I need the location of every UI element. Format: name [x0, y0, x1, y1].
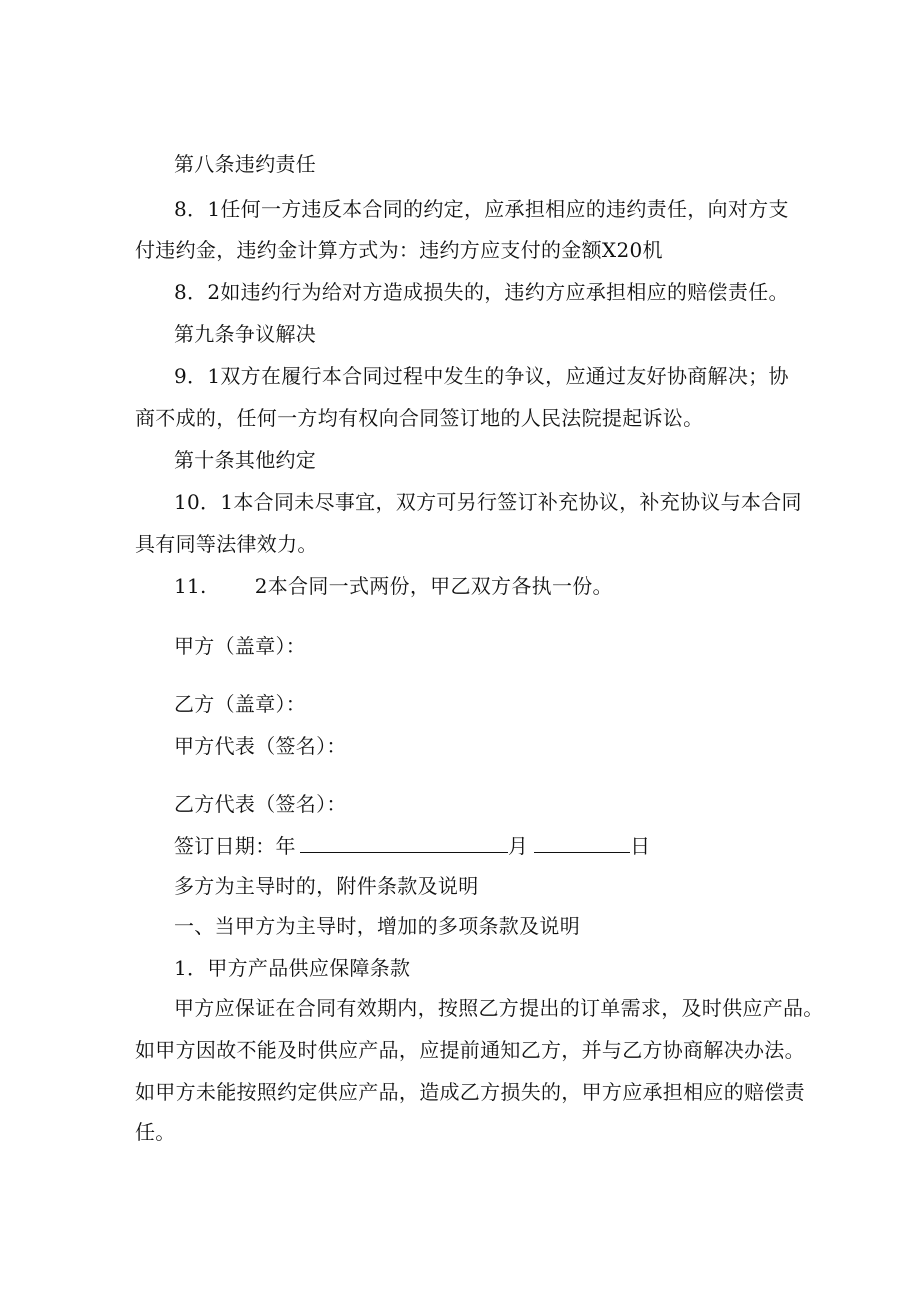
- clause-11-2-number: 11.: [174, 574, 207, 598]
- appendix-section-1-heading: 一、当甲方为主导时，增加的多项条款及说明: [174, 914, 580, 938]
- appendix-item-1-line-4: 任。: [135, 1120, 176, 1144]
- clause-9-1-line-1: 9．1双方在履行本合同过程中发生的争议，应通过友好协商解决；协: [174, 364, 789, 388]
- article-8-heading: 第八条违约责任: [174, 152, 317, 176]
- clause-11-2-text: 2本合同一式两份，甲乙双方各执一份。: [254, 574, 613, 598]
- article-9-heading: 第九条争议解决: [174, 322, 317, 346]
- clause-8-1-line-2: 付违约金，违约金计算方式为：违约方应支付的金额X20机: [135, 238, 663, 262]
- appendix-item-1-line-2: 如甲方因故不能及时供应产品，应提前通知乙方，并与乙方协商解决办法。: [135, 1038, 805, 1062]
- date-day-label: 日: [630, 834, 651, 858]
- clause-8-1-line-1: 8．1任何一方违反本合同的约定，应承担相应的违约责任，向对方支: [174, 197, 789, 221]
- party-b-seal-label: 乙方（盖章）：: [174, 692, 307, 716]
- party-a-seal-label: 甲方（盖章）：: [174, 634, 307, 658]
- clause-11-2: [174, 572, 613, 600]
- appendix-intro: 多方为主导时的，附件条款及说明: [174, 874, 479, 898]
- date-month-label: 月: [507, 834, 529, 858]
- appendix-item-1-line-3: 如甲方未能按照约定供应产品，造成乙方损失的，甲方应承担相应的赔偿责: [135, 1080, 805, 1104]
- date-month-blank[interactable]: [534, 830, 630, 853]
- clause-10-1-line-2: 具有同等法律效力。: [135, 532, 318, 556]
- clause-9-1-line-2: 商不成的，任何一方均有权向合同签订地的人民法院提起诉讼。: [135, 406, 704, 430]
- article-10-heading: 第十条其他约定: [174, 448, 317, 472]
- date-year-label: 签订日期：年: [174, 834, 296, 858]
- date-year-blank[interactable]: [300, 830, 508, 853]
- appendix-item-1-line-1: 甲方应保证在合同有效期内，按照乙方提出的订单需求，及时供应产品。: [174, 996, 824, 1020]
- signing-date-line: [174, 830, 650, 860]
- party-a-rep-label: 甲方代表（签名）：: [174, 734, 347, 758]
- clause-8-2: 8．2如违约行为给对方造成损失的，违约方应承担相应的赔偿责任。: [174, 280, 789, 304]
- appendix-item-1-heading: 1．甲方产品供应保障条款: [174, 956, 411, 980]
- clause-10-1-line-1: 10．1本合同未尽事宜，双方可另行签订补充协议，补充协议与本合同: [174, 490, 802, 514]
- party-b-rep-label: 乙方代表（签名）：: [174, 792, 347, 816]
